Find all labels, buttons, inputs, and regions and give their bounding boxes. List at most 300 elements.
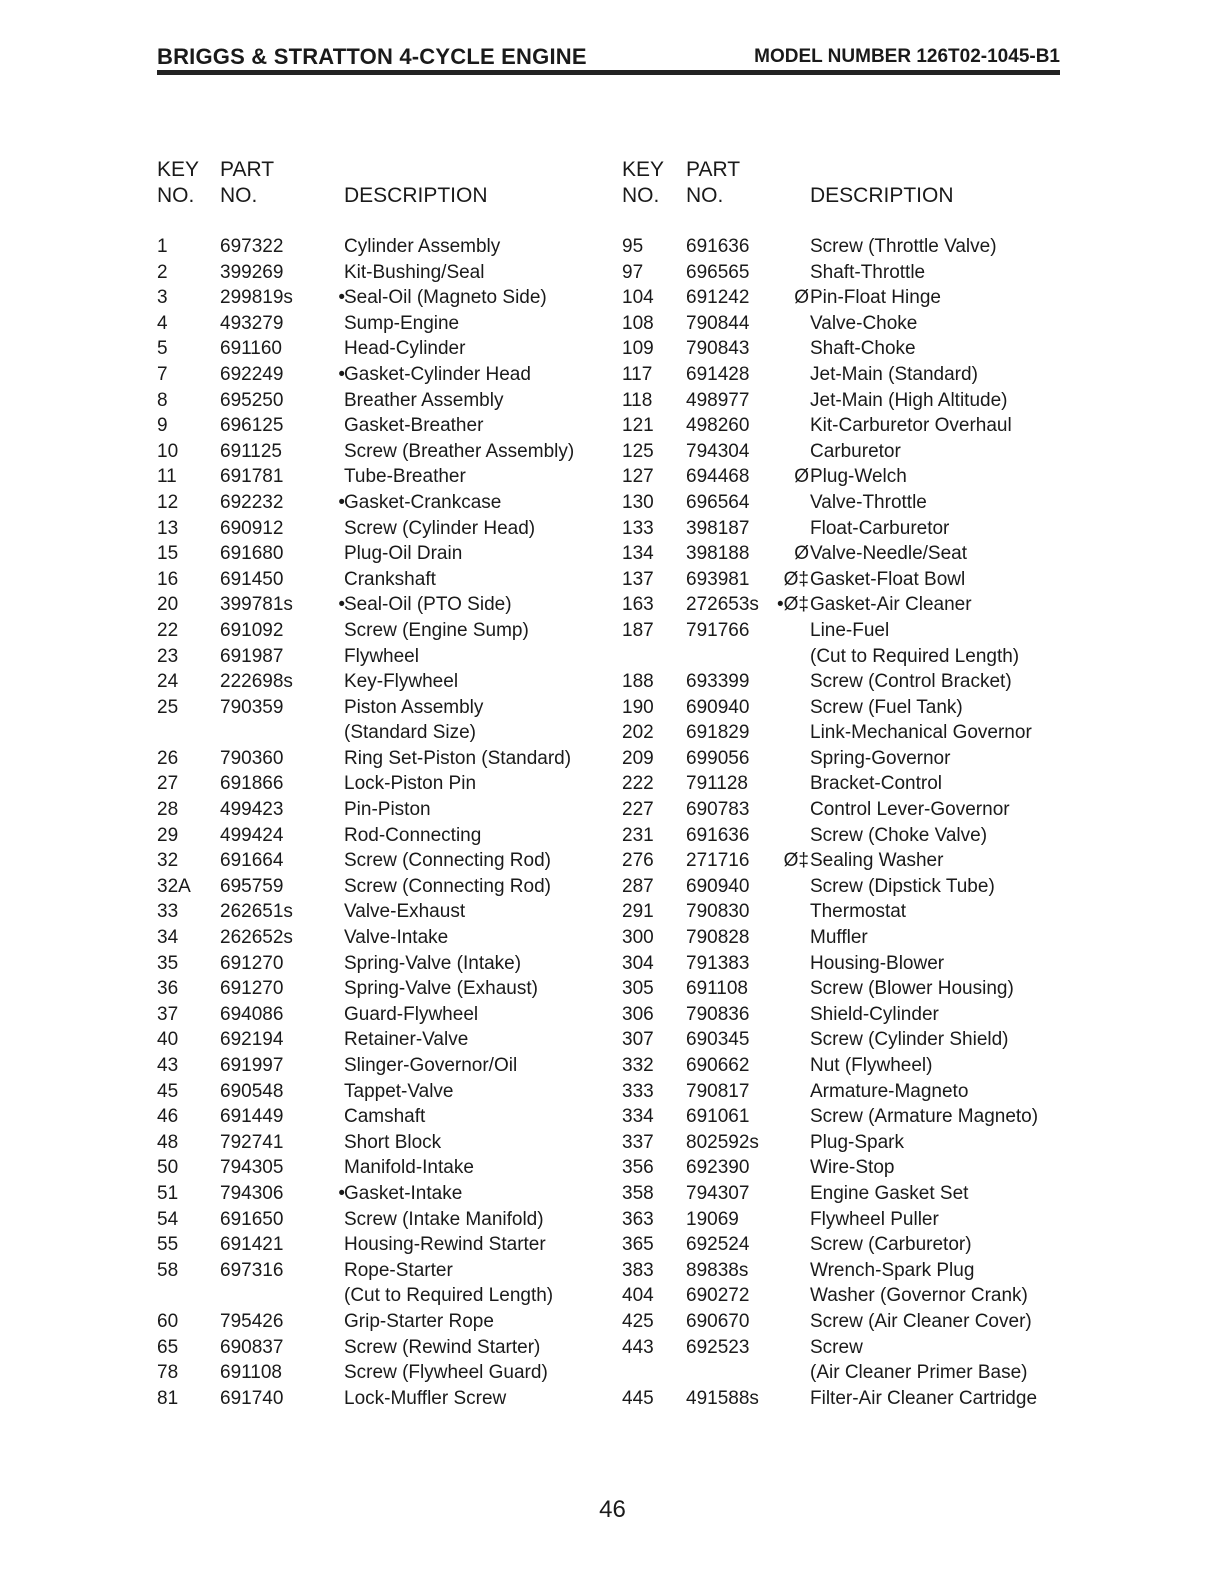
- part-number: 692249: [220, 363, 284, 385]
- part-description: Camshaft: [344, 1106, 426, 1128]
- part-description: Valve-Throttle: [810, 491, 927, 513]
- part-description: Gasket-Cylinder Head: [344, 363, 531, 385]
- part-number: 691664: [220, 850, 284, 872]
- part-number: 691650: [220, 1208, 284, 1230]
- parts-row: [157, 1234, 617, 1260]
- part-description: Screw: [810, 1336, 863, 1358]
- part-number: 89838s: [686, 1259, 749, 1281]
- key-number: 55: [157, 1234, 179, 1256]
- part-header-line1: PART: [220, 158, 275, 181]
- part-number: 790360: [220, 747, 284, 769]
- part-description: Breather Assembly: [344, 389, 504, 411]
- parts-row: [157, 441, 617, 467]
- part-description: Lock-Muffler Screw: [344, 1387, 507, 1409]
- part-description: Housing-Rewind Starter: [344, 1234, 546, 1256]
- key-number: 58: [157, 1259, 179, 1281]
- part-description: Kit-Bushing/Seal: [344, 261, 485, 283]
- part-number: 691270: [220, 978, 284, 1000]
- part-description: Pin-Piston: [344, 799, 431, 821]
- parts-row: [622, 927, 1082, 953]
- parts-row: [622, 825, 1082, 851]
- key-number: 34: [157, 927, 179, 949]
- symbol-mark: Ø‡: [783, 850, 809, 872]
- part-number: 692524: [686, 1234, 750, 1256]
- part-number: 19069: [686, 1208, 739, 1230]
- part-number: 691997: [220, 1055, 284, 1076]
- part-number: 398188: [686, 543, 750, 565]
- key-number: 32: [157, 850, 179, 872]
- part-description: Screw (Control Bracket): [810, 671, 1012, 693]
- parts-row: [157, 1029, 617, 1055]
- part-description: Screw (Cylinder Shield): [810, 1029, 1009, 1051]
- key-number: 130: [622, 491, 654, 513]
- part-description: Tube-Breather: [344, 466, 466, 488]
- key-number: 48: [157, 1131, 179, 1153]
- parts-row: [622, 364, 1082, 390]
- parts-row: [157, 364, 617, 390]
- key-number: 5: [157, 338, 168, 360]
- part-number: 491588s: [686, 1387, 759, 1409]
- parts-row: [157, 1337, 617, 1363]
- part-description: Screw (Engine Sump): [344, 619, 529, 641]
- parts-row: [622, 1157, 1082, 1183]
- part-number: 690912: [220, 517, 284, 539]
- parts-row: [622, 1285, 1082, 1311]
- part-number: 692390: [686, 1157, 750, 1179]
- part-description: Piston Assembly: [344, 696, 484, 718]
- key-number: 356: [622, 1157, 654, 1179]
- parts-row: [622, 953, 1082, 979]
- parts-row: [157, 671, 617, 697]
- parts-row: [622, 1234, 1082, 1260]
- key-number: 443: [622, 1336, 654, 1358]
- parts-column-left: [157, 158, 617, 1409]
- key-number: 425: [622, 1310, 654, 1332]
- part-number: 791766: [686, 619, 750, 641]
- part-description: Plug-Welch: [810, 466, 907, 488]
- part-description: Gasket-Air Cleaner: [810, 594, 972, 616]
- part-description: Screw (Intake Manifold): [344, 1208, 544, 1230]
- key-number: 78: [157, 1362, 179, 1384]
- part-description: Filter-Air Cleaner Cartridge: [810, 1387, 1038, 1409]
- part-description: Washer (Governor Crank): [810, 1285, 1028, 1307]
- part-description: Rope-Starter: [344, 1259, 453, 1281]
- parts-row: [157, 1081, 617, 1107]
- header-rule: [157, 70, 1060, 75]
- parts-row: [622, 441, 1082, 467]
- part-description: Float-Carburetor: [810, 517, 950, 539]
- part-number: 271716: [686, 850, 750, 872]
- part-description: Lock-Piston Pin: [344, 773, 477, 795]
- part-description: Valve-Needle/Seat: [810, 543, 968, 565]
- parts-row: [622, 313, 1082, 339]
- parts-row: [157, 876, 617, 902]
- part-description: Cylinder Assembly: [344, 236, 501, 257]
- part-description: Seal-Oil (Magneto Side): [344, 287, 547, 309]
- key-number: 358: [622, 1182, 654, 1204]
- key-number: 46: [157, 1106, 179, 1128]
- part-description: Seal-Oil (PTO Side): [344, 594, 512, 616]
- parts-row: [157, 620, 617, 646]
- part-number: 790843: [686, 338, 750, 360]
- parts-row: [157, 825, 617, 851]
- parts-row: [157, 1183, 617, 1209]
- part-description: Crankshaft: [344, 568, 436, 590]
- parts-row: [622, 850, 1082, 876]
- part-description: Pin-Float Hinge: [810, 287, 941, 309]
- part-description: Carburetor: [810, 440, 901, 462]
- key-number: 95: [622, 236, 644, 257]
- part-number: 690548: [220, 1080, 284, 1102]
- part-description: Screw (Flywheel Guard): [344, 1362, 548, 1384]
- part-description: Spring-Valve (Intake): [344, 952, 522, 974]
- part-number: 696125: [220, 415, 284, 437]
- part-description: Line-Fuel: [810, 619, 890, 641]
- part-number: 493279: [220, 312, 284, 334]
- part-description: Sump-Engine: [344, 312, 460, 334]
- part-number: 790844: [686, 312, 750, 334]
- page-header: [157, 44, 1060, 72]
- key-number: 231: [622, 824, 654, 846]
- parts-row: [157, 927, 617, 953]
- part-number: 696564: [686, 491, 750, 513]
- parts-row: [157, 236, 617, 262]
- model-number: MODEL NUMBER 126T02-1045-B1: [754, 46, 1060, 67]
- description-header: DESCRIPTION: [810, 184, 954, 207]
- key-number: 97: [622, 261, 644, 283]
- part-number: 790359: [220, 696, 284, 718]
- part-number: 498260: [686, 415, 750, 437]
- part-number: 498977: [686, 389, 750, 411]
- part-number: 262651s: [220, 901, 293, 923]
- key-number: 60: [157, 1310, 179, 1332]
- key-number: 8: [157, 389, 168, 411]
- key-number: 45: [157, 1080, 179, 1102]
- part-number: 794305: [220, 1157, 284, 1179]
- part-description: Bracket-Control: [810, 773, 942, 795]
- key-number: 108: [622, 312, 654, 334]
- key-number: 27: [157, 773, 179, 795]
- part-description: Head-Cylinder: [344, 338, 466, 360]
- part-number: 691450: [220, 568, 284, 590]
- symbol-mark: Ø: [794, 543, 809, 565]
- part-number: 691242: [686, 287, 750, 309]
- parts-list-right: [622, 236, 1082, 1413]
- part-number: 690940: [686, 875, 750, 897]
- key-number: 29: [157, 824, 179, 846]
- parts-row: [157, 262, 617, 288]
- key-number: 12: [157, 491, 179, 513]
- key-header-line2: NO.: [622, 184, 660, 207]
- parts-row: [622, 671, 1082, 697]
- part-number: 222698s: [220, 671, 293, 693]
- part-description: Nut (Flywheel): [810, 1055, 933, 1076]
- key-number: 37: [157, 1003, 179, 1025]
- part-description: Ring Set-Piston (Standard): [344, 747, 572, 769]
- symbol-mark: Ø: [794, 287, 809, 309]
- parts-row: [157, 466, 617, 492]
- key-header-line1: KEY: [622, 158, 665, 181]
- key-number: 337: [622, 1131, 654, 1153]
- key-header-line1: KEY: [157, 158, 200, 181]
- parts-row: [622, 773, 1082, 799]
- parts-row: [157, 569, 617, 595]
- parts-row: [622, 1081, 1082, 1107]
- part-header-line2: NO.: [220, 184, 258, 207]
- part-number: 792741: [220, 1131, 284, 1153]
- parts-column-right: [622, 158, 1082, 1409]
- parts-row: [622, 1055, 1082, 1081]
- part-description: Engine Gasket Set: [810, 1182, 969, 1204]
- key-number: 35: [157, 952, 179, 974]
- document-title: BRIGGS & STRATTON 4-CYCLE ENGINE: [157, 44, 587, 69]
- key-number: 24: [157, 671, 179, 693]
- parts-row: [622, 466, 1082, 492]
- part-description: Gasket-Float Bowl: [810, 568, 966, 590]
- part-number: 795426: [220, 1310, 284, 1332]
- symbol-mark: •: [338, 594, 345, 616]
- part-description: Manifold-Intake: [344, 1157, 474, 1179]
- parts-row: [157, 518, 617, 544]
- symbol-mark: •: [338, 363, 345, 385]
- part-number: 695759: [220, 875, 284, 897]
- part-description: Key-Flywheel: [344, 671, 459, 693]
- symbol-mark: •Ø‡: [777, 594, 809, 616]
- parts-row: [157, 415, 617, 441]
- parts-row: [622, 799, 1082, 825]
- key-number: 40: [157, 1029, 179, 1051]
- parts-row: [157, 287, 617, 313]
- part-description: Slinger-Governor/Oil: [344, 1055, 518, 1076]
- key-number: 54: [157, 1208, 179, 1230]
- part-description: Screw (Connecting Rod): [344, 850, 551, 872]
- part-description: Flywheel Puller: [810, 1208, 939, 1230]
- part-number: 399781s: [220, 594, 293, 616]
- parts-row: [622, 1209, 1082, 1235]
- parts-row: [622, 415, 1082, 441]
- part-number: 691740: [220, 1387, 284, 1409]
- key-number: 9: [157, 415, 168, 437]
- part-description: Jet-Main (High Altitude): [810, 389, 1008, 411]
- part-description: Screw (Throttle Valve): [810, 236, 997, 257]
- part-description: Wire-Stop: [810, 1157, 895, 1179]
- part-description: Screw (Fuel Tank): [810, 696, 963, 718]
- key-number: 25: [157, 696, 179, 718]
- key-number: 4: [157, 312, 168, 334]
- part-number: 691829: [686, 722, 750, 744]
- parts-row: [157, 1004, 617, 1030]
- part-number: 690670: [686, 1310, 750, 1332]
- part-number: 691636: [686, 824, 750, 846]
- parts-row: [622, 1029, 1082, 1055]
- key-number: 15: [157, 543, 179, 565]
- part-description: Short Block: [344, 1131, 442, 1153]
- parts-row: [622, 620, 1082, 646]
- parts-row: [157, 1285, 617, 1311]
- key-header-line2: NO.: [157, 184, 195, 207]
- part-description: (Air Cleaner Primer Base): [810, 1362, 1028, 1384]
- key-number: 28: [157, 799, 179, 821]
- key-number: 3: [157, 287, 168, 309]
- part-description: Thermostat: [810, 901, 907, 923]
- part-description: Spring-Valve (Exhaust): [344, 978, 538, 1000]
- key-number: 125: [622, 440, 654, 462]
- part-description: Control Lever-Governor: [810, 799, 1010, 821]
- part-number: 696565: [686, 261, 750, 283]
- parts-row: [157, 1388, 617, 1414]
- key-number: 188: [622, 671, 654, 693]
- key-number: 307: [622, 1029, 654, 1051]
- parts-row: [157, 748, 617, 774]
- symbol-mark: •: [338, 491, 345, 513]
- symbol-mark: •: [338, 1182, 345, 1204]
- parts-row: [157, 1311, 617, 1337]
- parts-row: [157, 850, 617, 876]
- parts-row: [622, 287, 1082, 313]
- key-number: 13: [157, 517, 179, 539]
- part-number: 692194: [220, 1029, 284, 1051]
- symbol-mark: Ø‡: [783, 568, 809, 590]
- key-number: 332: [622, 1055, 654, 1076]
- parts-row: [622, 1311, 1082, 1337]
- key-number: 81: [157, 1387, 179, 1409]
- parts-row: [622, 518, 1082, 544]
- part-description: Sealing Washer: [810, 850, 944, 872]
- part-description: Kit-Carburetor Overhaul: [810, 415, 1012, 437]
- part-description: Guard-Flywheel: [344, 1003, 479, 1025]
- part-number: 791383: [686, 952, 750, 974]
- parts-row: [157, 1106, 617, 1132]
- part-number: 695250: [220, 389, 284, 411]
- part-number: 691108: [220, 1362, 282, 1384]
- key-number: 187: [622, 619, 654, 641]
- symbol-mark: Ø: [794, 466, 809, 488]
- parts-row: [157, 901, 617, 927]
- part-description: Screw (Cylinder Head): [344, 517, 536, 539]
- parts-row: [622, 338, 1082, 364]
- parts-row: [622, 1132, 1082, 1158]
- symbol-mark: •: [338, 287, 345, 309]
- part-number: 691781: [220, 466, 284, 488]
- key-number: 10: [157, 440, 179, 462]
- parts-row: [157, 390, 617, 416]
- part-number: 691092: [220, 619, 284, 641]
- part-description: (Standard Size): [344, 722, 477, 744]
- key-number: 222: [622, 773, 654, 795]
- part-header-line2: NO.: [686, 184, 724, 207]
- part-number: 791128: [686, 773, 748, 795]
- key-number: 291: [622, 901, 654, 923]
- parts-row: [157, 543, 617, 569]
- part-number: 691636: [686, 236, 750, 257]
- key-number: 133: [622, 517, 654, 539]
- part-number: 272653s: [686, 594, 759, 616]
- parts-row: [622, 594, 1082, 620]
- parts-row: [157, 799, 617, 825]
- page-number: 46: [599, 1496, 626, 1523]
- key-number: 36: [157, 978, 179, 1000]
- part-number: 691270: [220, 952, 284, 974]
- parts-row: [157, 722, 617, 748]
- parts-row: [622, 1183, 1082, 1209]
- parts-row: [157, 1132, 617, 1158]
- parts-row: [622, 1337, 1082, 1363]
- key-number: 209: [622, 747, 654, 769]
- parts-row: [157, 338, 617, 364]
- parts-row: [622, 1388, 1082, 1414]
- part-number: 690662: [686, 1055, 750, 1076]
- parts-row: [622, 722, 1082, 748]
- part-description: Screw (Armature Magneto): [810, 1106, 1039, 1128]
- key-number: 109: [622, 338, 654, 360]
- part-description: Jet-Main (Standard): [810, 363, 978, 385]
- part-description: Screw (Rewind Starter): [344, 1336, 541, 1358]
- part-number: 692232: [220, 491, 284, 513]
- parts-row: [157, 978, 617, 1004]
- part-number: 693981: [686, 568, 750, 590]
- part-number: 790817: [686, 1080, 750, 1102]
- key-number: 121: [622, 415, 654, 437]
- parts-row: [157, 646, 617, 672]
- key-number: 137: [622, 568, 654, 590]
- part-number: 794306: [220, 1182, 284, 1204]
- part-description: Tappet-Valve: [344, 1080, 454, 1102]
- part-number: 691061: [686, 1106, 750, 1128]
- parts-row: [157, 1209, 617, 1235]
- parts-row: [622, 901, 1082, 927]
- key-number: 1: [157, 236, 168, 257]
- part-description: Armature-Magneto: [810, 1080, 969, 1102]
- part-description: Flywheel: [344, 645, 419, 667]
- part-number: 499424: [220, 824, 284, 846]
- part-number: 691125: [220, 440, 282, 462]
- part-number: 697322: [220, 236, 284, 257]
- part-number: 690345: [686, 1029, 750, 1051]
- part-description: Grip-Starter Rope: [344, 1310, 494, 1332]
- key-number: 334: [622, 1106, 654, 1128]
- parts-row: [157, 594, 617, 620]
- part-description: Plug-Oil Drain: [344, 543, 463, 565]
- part-description: Retainer-Valve: [344, 1029, 469, 1051]
- part-number: 691108: [686, 978, 748, 1000]
- part-description: Shaft-Choke: [810, 338, 916, 360]
- parts-row: [622, 390, 1082, 416]
- part-description: (Cut to Required Length): [344, 1285, 554, 1307]
- part-number: 790828: [686, 927, 750, 949]
- part-number: 690940: [686, 696, 750, 718]
- part-description: Plug-Spark: [810, 1131, 904, 1153]
- part-number: 694468: [686, 466, 750, 488]
- part-description: Screw (Connecting Rod): [344, 875, 551, 897]
- key-number: 304: [622, 952, 654, 974]
- key-number: 118: [622, 389, 653, 411]
- parts-row: [622, 236, 1082, 262]
- parts-row: [157, 492, 617, 518]
- key-number: 227: [622, 799, 654, 821]
- part-number: 691160: [220, 338, 282, 360]
- parts-list-left: [157, 236, 617, 1413]
- part-number: 691987: [220, 645, 284, 667]
- key-number: 333: [622, 1080, 654, 1102]
- key-number: 16: [157, 568, 179, 590]
- key-number: 65: [157, 1336, 179, 1358]
- part-number: 691449: [220, 1106, 284, 1128]
- part-number: 690272: [686, 1285, 750, 1307]
- part-description: Screw (Carburetor): [810, 1234, 972, 1256]
- key-number: 50: [157, 1157, 179, 1179]
- part-number: 299819s: [220, 287, 293, 309]
- key-number: 22: [157, 619, 179, 641]
